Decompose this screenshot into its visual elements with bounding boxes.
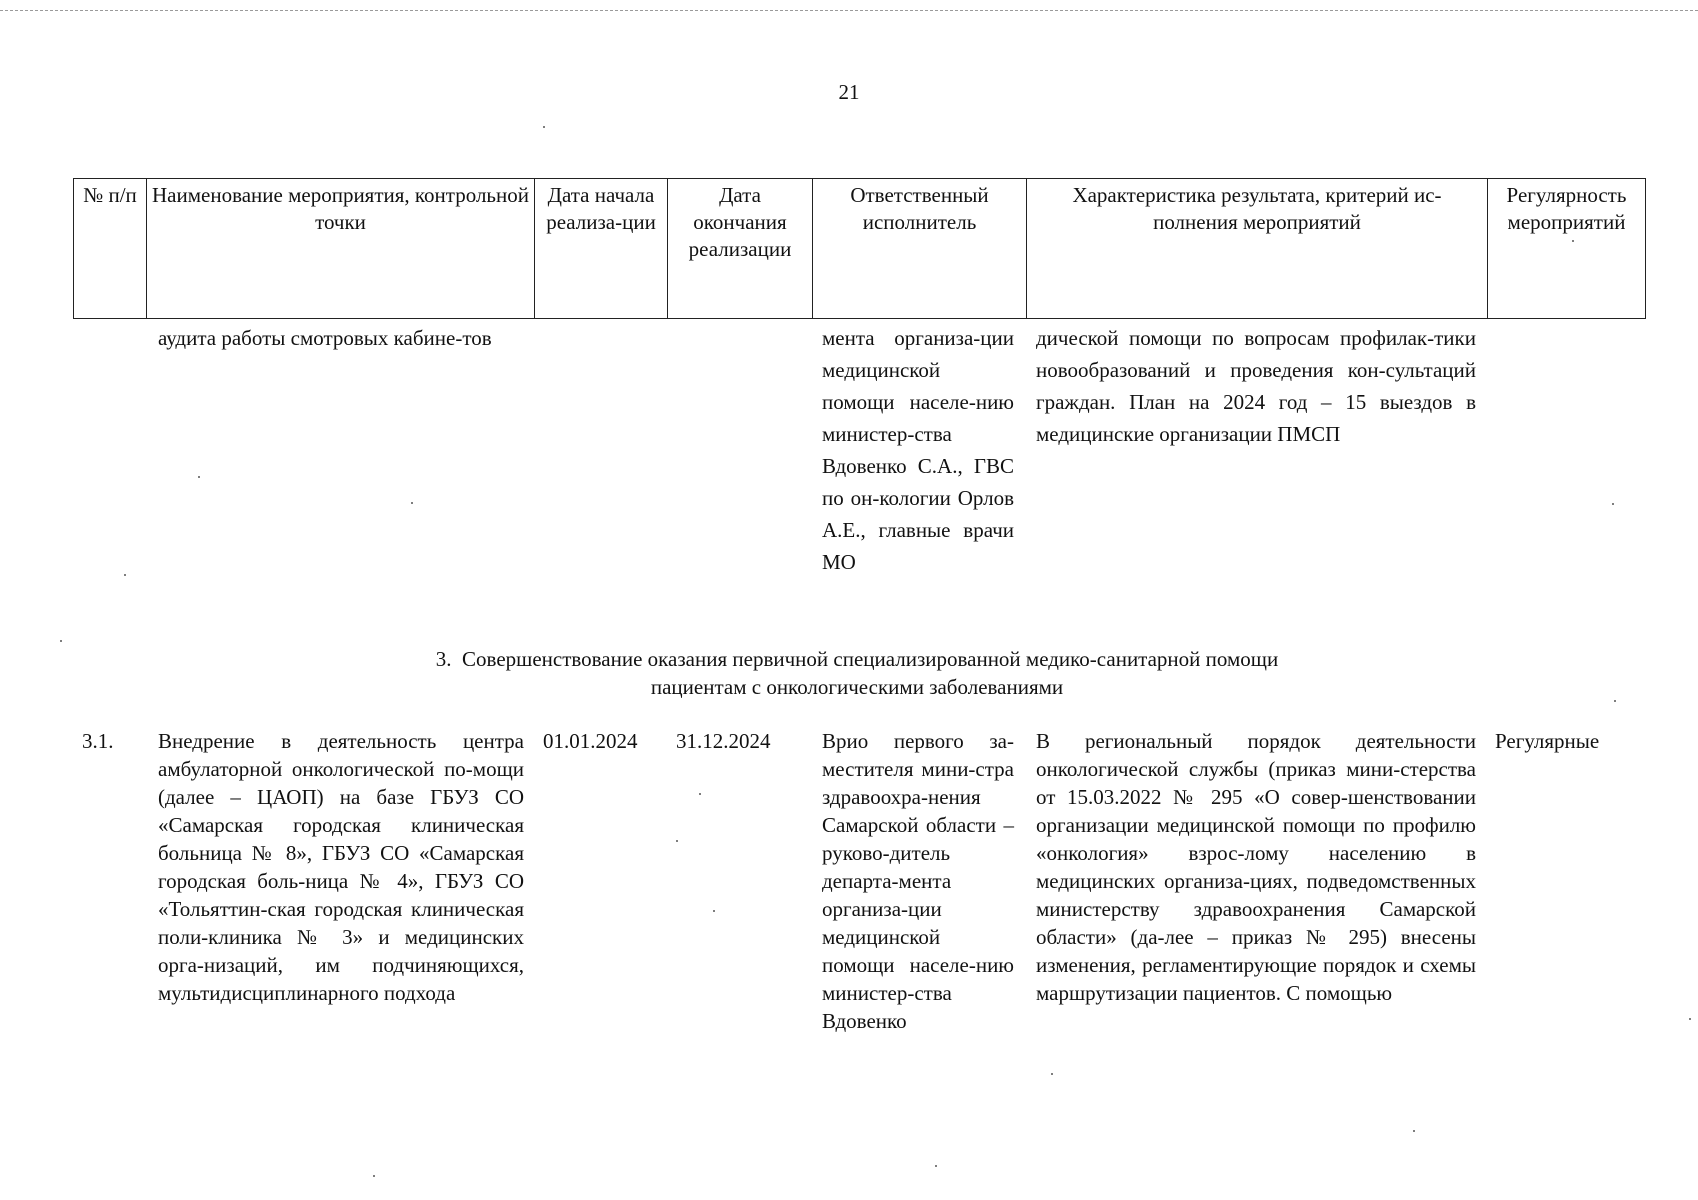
section-title-line1: Совершенствование оказания первичной специализированной медико-санитарной помощи: [462, 647, 1279, 671]
continued-row-result: дической помощи по вопросам профилак-тики новообразований и проведения кон-сультаций граждан. План на 2024 год – 15 выездов в медицинские организации ПМСП: [1036, 326, 1476, 446]
scan-speck: [124, 574, 126, 576]
header-col-result: Характеристика результата, критерий ис-полнения мероприятий: [1027, 179, 1488, 319]
section-number: 3.: [435, 647, 452, 671]
table-header: [73, 178, 1646, 319]
row-3-1-end-date: 31.12.2024: [676, 729, 771, 753]
row-3-1-number: 3.1.: [82, 729, 114, 753]
header-col-end-date: Дата окончания реализации: [668, 179, 813, 319]
scan-speck: [676, 840, 678, 842]
scan-speck: [543, 126, 545, 128]
header-col-start-date: Дата начала реализа-ции: [535, 179, 668, 319]
row-3-1-name: Внедрение в деятельность центра амбулаторной онкологической по-мощи (далее – ЦАОП) на базе ГБУЗ СО «Самарская городская клиническая больница № 8», ГБУЗ СО «Самарская городская боль-ница № 4», ГБУЗ СО «Тольяттин-ская городская клиническая поли-клиника № 3» и медицинских орга-низаций, им подчиняющихся, мультидисциплинарного подхода: [158, 729, 524, 1005]
header-col-name: Наименование мероприятия, контрольной точки: [147, 179, 535, 319]
scan-speck: [1614, 700, 1616, 702]
scan-speck: [1612, 503, 1614, 505]
header-col-regularity: Регулярность мероприятий: [1488, 179, 1646, 319]
scan-speck: [1051, 1073, 1053, 1075]
row-3-1-regularity: Регулярные: [1495, 729, 1600, 753]
scan-speck: [713, 910, 715, 912]
scan-speck: [411, 502, 413, 504]
header-col-responsible: Ответственный исполнитель: [813, 179, 1027, 319]
scan-speck: [1689, 1018, 1691, 1020]
row-3-1-responsible: Врио первого за-местителя мини-стра здравоохра-нения Самарской области – руково-дитель департа-мента организа-ции медицинской помощи населе-нию министер-ства Вдовенко: [822, 729, 1014, 1033]
row-3-1-result: В региональный порядок деятельности онкологической службы (приказ мини-стерства от 15.03.2022 № 295 «О совер-шенствовании организации медицинской помощи по профилю «онкология» взрос-лому населению в медицинских организа-циях, подведомственных министерству здравоохранения Самарской области» (да-лее – приказ № 295) внесены изменения, регламентирующие порядок и схемы маршрутизации пациентов. С помощью: [1036, 729, 1476, 1005]
scan-speck: [373, 1175, 375, 1177]
continued-row-name: аудита работы смотровых кабине-тов: [158, 326, 492, 350]
scan-speck: [935, 1165, 937, 1167]
section-title-line2: пациентам с онкологическими заболеваниями: [650, 675, 1064, 699]
scan-speck: [60, 640, 62, 642]
scan-speck: [1572, 240, 1574, 242]
continued-row-responsible: мента организа-ции медицинской помощи населе-нию министер-ства Вдовенко С.А., ГВС по он-кологии Орлов А.Е., главные врачи МО: [822, 326, 1014, 574]
scan-edge-line: [0, 10, 1698, 11]
page-number: 21: [838, 80, 860, 104]
section-heading: [73, 645, 1641, 701]
row-3-1-start-date: 01.01.2024: [543, 729, 638, 753]
scan-speck: [699, 793, 701, 795]
header-col-number: № п/п: [74, 179, 147, 319]
scan-speck: [1413, 1130, 1415, 1132]
scan-speck: [198, 476, 200, 478]
